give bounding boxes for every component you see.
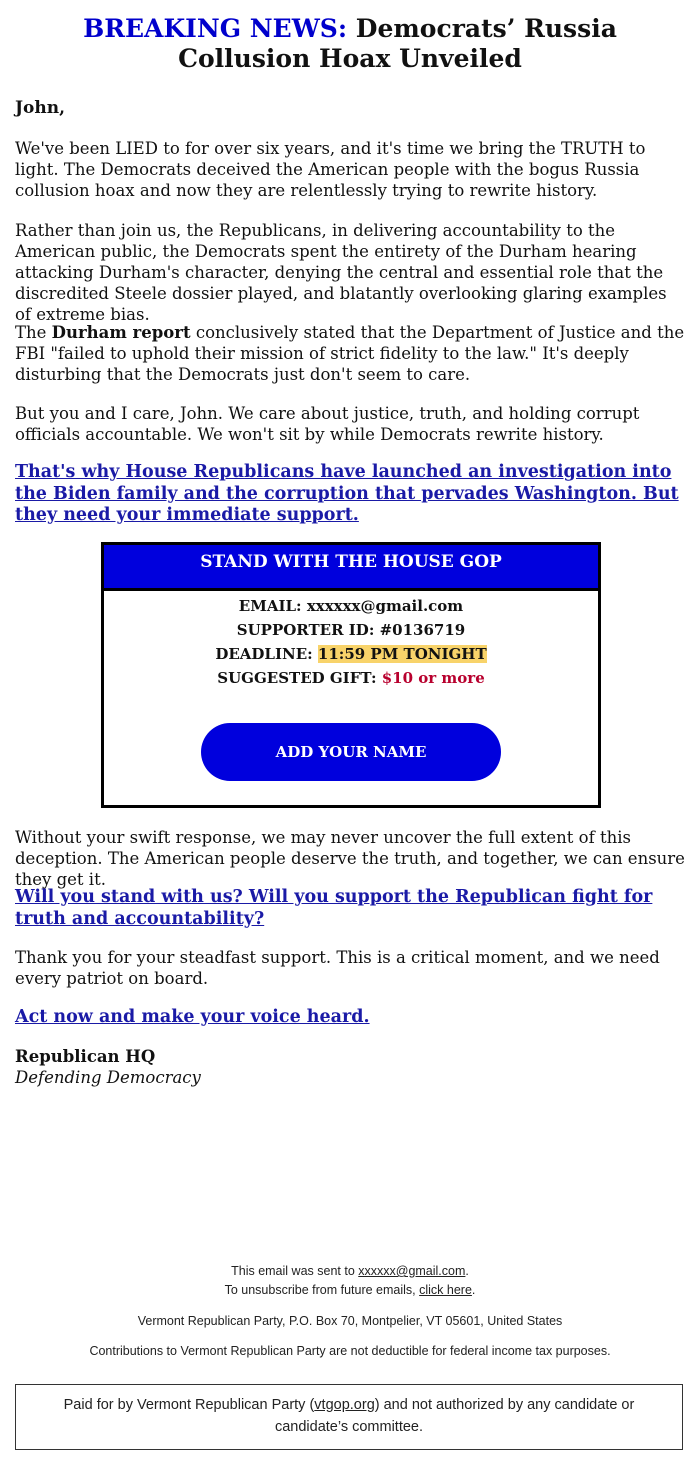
act-now-link[interactable]: Act now and make your voice heard.: [15, 1007, 370, 1027]
stand-with-us-link[interactable]: Will you stand with us? Will you support the Republican fight for truth and accountability?: [15, 887, 653, 929]
greeting: John,: [15, 98, 66, 118]
paragraph-6: Thank you for your steadfast support. This is a critical moment, and we need every patriot on board.: [15, 948, 660, 988]
unsubscribe-line: [0, 1281, 700, 1300]
tax-notice: Contributions to Vermont Republican Party are not deductible for federal income tax purposes.: [89, 1344, 611, 1358]
paid-for-disclaimer: [15, 1384, 683, 1450]
paragraph-3-post: conclusively stated that the Department of Justice and the FBI "failed to uphold their mission of strict fidelity to the law." It's deeply disturbing that the Democrats just don't seem to care.: [15, 323, 685, 384]
durham-report-bold: Durham report: [51, 323, 191, 342]
card-details: [104, 591, 598, 781]
sent-to-email-link[interactable]: xxxxxx@gmail.com: [358, 1264, 466, 1278]
signature: [15, 1046, 201, 1088]
paragraph-5: Without your swift response, we may never uncover the full extent of this deception. The American people deserve the truth, and together, we can ensure they get it.: [15, 828, 685, 889]
sent-to-line: [0, 1262, 700, 1281]
signature-org: Republican HQ: [15, 1047, 156, 1066]
disclaimer-pre: Paid for by Vermont Republican Party (: [63, 1397, 315, 1413]
deadline-value: 11:59 PM TONIGHT: [317, 645, 487, 663]
disclaimer-post: ) and not authorized by any candidate or candidate’s committee.: [274, 1397, 635, 1435]
investigation-link[interactable]: That's why House Republicans have launched an investigation into the Biden family and the corruption that pervades Washington. But they need your immediate support.: [15, 462, 679, 525]
vtgop-link[interactable]: vtgop.org: [314, 1397, 375, 1413]
email-row: [104, 594, 598, 618]
deadline-row: [104, 642, 598, 666]
paragraph-4: But you and I care, John. We care about justice, truth, and holding corrupt officials accountable. We won't sit by while Democrats rewrite history.: [15, 404, 640, 444]
add-your-name-button[interactable]: ADD YOUR NAME: [201, 723, 501, 781]
supporter-id-value: #0136719: [379, 621, 466, 639]
email-value: xxxxxx@gmail.com: [306, 597, 464, 615]
unsubscribe-link[interactable]: click here: [419, 1283, 472, 1297]
gift-label: SUGGESTED GIFT:: [217, 669, 377, 687]
unsubscribe-period: .: [471, 1283, 476, 1297]
sent-to-text: This email was sent to: [231, 1264, 359, 1278]
headline-accent: BREAKING NEWS:: [83, 14, 348, 43]
donation-card: [101, 542, 601, 808]
deadline-label: DEADLINE:: [215, 645, 313, 663]
supporter-id-row: [104, 618, 598, 642]
mailing-address: Vermont Republican Party, P.O. Box 70, Montpelier, VT 05601, United States: [137, 1314, 563, 1328]
footer: [0, 1262, 700, 1361]
paragraph-3-pre: The: [15, 323, 52, 342]
paragraph-1: We've been LIED to for over six years, and it's time we bring the TRUTH to light. The Democrats deceived the American people with the bogus Russia collusion hoax and now they are relentlessly trying to rewrite history.: [15, 139, 646, 200]
supporter-id-label: SUPPORTER ID:: [236, 621, 375, 639]
headline-text: Democrats’ Russia Collusion Hoax Unveiled: [178, 14, 617, 73]
email-body: [15, 0, 685, 1087]
gift-value: $10 or more: [381, 669, 485, 687]
unsubscribe-text: To unsubscribe from future emails,: [224, 1283, 420, 1297]
headline: [15, 14, 685, 74]
email-label: EMAIL:: [238, 597, 302, 615]
gift-row: [104, 666, 598, 690]
paragraph-3: [15, 322, 685, 385]
card-title: STAND WITH THE HOUSE GOP: [104, 545, 598, 591]
sent-to-period: .: [465, 1264, 469, 1278]
signature-tagline: Defending Democracy: [15, 1068, 201, 1087]
paragraph-2: Rather than join us, the Republicans, in delivering accountability to the American public, the Democrats spent the entirety of the Durham hearing attacking Durham's character, denying the central and essential role that the discredited Steele dossier played, and blatantly overlooking glaring examples of extreme bias.: [15, 221, 667, 324]
